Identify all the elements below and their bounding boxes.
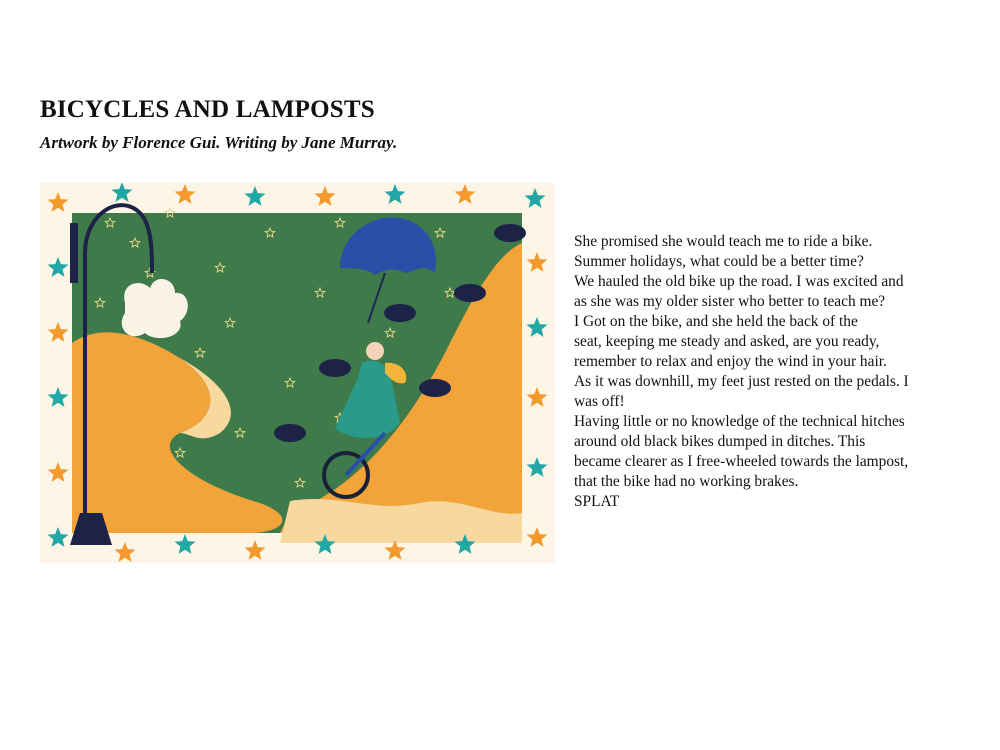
rabbit-icon — [319, 359, 351, 377]
story-line: as she was my older sister who better to teach me? — [574, 293, 886, 310]
rabbit-icon — [419, 379, 451, 397]
story-line: Summer holidays, what could be a better time? — [574, 253, 864, 270]
artwork-credits: Artwork by Florence Gui. Writing by Jane Murray. — [40, 133, 398, 152]
page-title: BICYCLES AND LAMPOSTS — [40, 96, 375, 123]
rabbit-icon — [274, 424, 306, 442]
story-line: We hauled the old bike up the road. I was excited and — [574, 273, 904, 290]
story-line: seat, keeping me steady and asked, are you ready, — [574, 333, 880, 350]
story-line: that the bike had no working brakes. — [574, 473, 799, 490]
story-line: SPLAT — [574, 493, 620, 510]
story-line: She promised she would teach me to ride a bike. — [574, 233, 873, 250]
rabbit-icon — [494, 224, 526, 242]
story-line: became clearer as I free-wheeled towards the lampost, — [574, 453, 909, 470]
story-line: around old black bikes dumped in ditches. This — [574, 433, 866, 450]
rabbit-icon — [384, 304, 416, 322]
rabbit-icon — [454, 284, 486, 302]
girl-head — [366, 342, 384, 360]
story-line: was off! — [574, 393, 625, 410]
story-line: remember to relax and enjoy the wind in your hair. — [574, 353, 887, 370]
artwork-illustration — [40, 183, 555, 563]
story-line: As it was downhill, my feet just rested on the pedals. I — [574, 373, 909, 390]
story-text — [574, 232, 984, 512]
lamppost-lantern — [70, 223, 78, 283]
story-line: Having little or no knowledge of the technical hitches — [574, 413, 905, 430]
story-line: I Got on the bike, and she held the back of the — [574, 313, 858, 330]
